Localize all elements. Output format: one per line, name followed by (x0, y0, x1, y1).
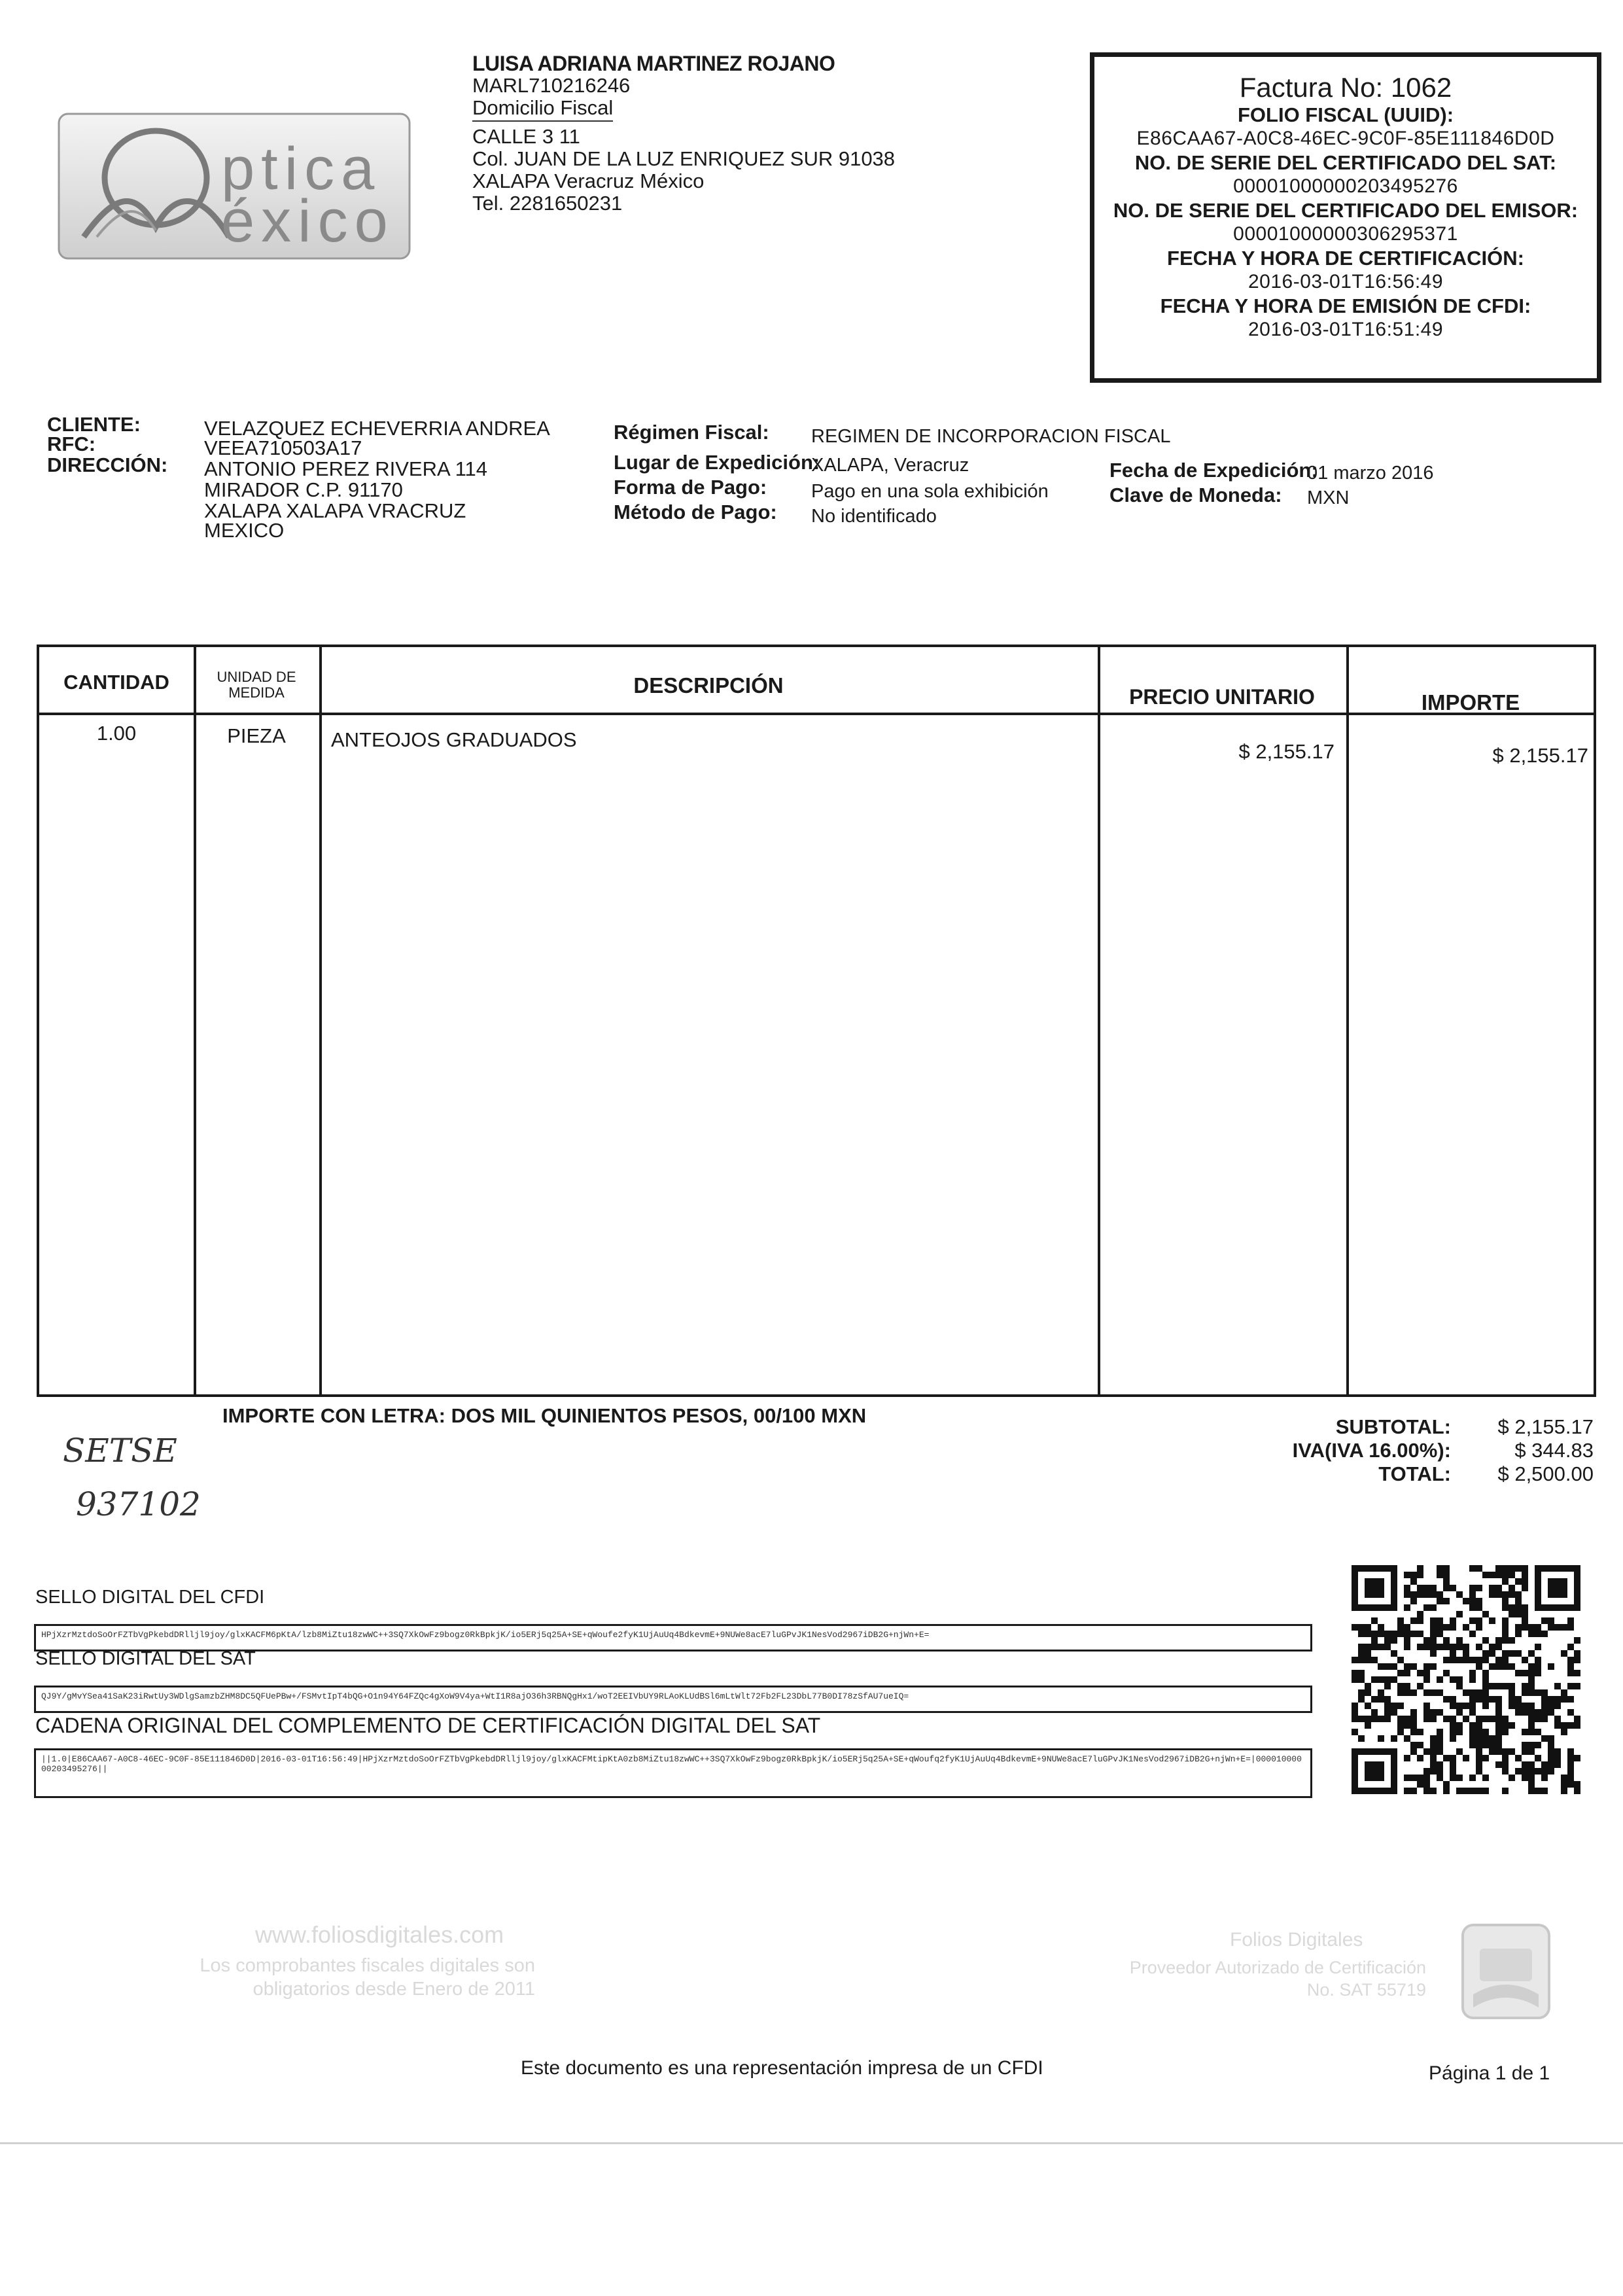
client-name: VELAZQUEZ ECHEVERRIA ANDREA (204, 417, 550, 440)
sello-sat-label: SELLO DIGITAL DEL SAT (35, 1648, 256, 1669)
issuer-serial-label: NO. DE SERIE DEL CERTIFICADO DEL EMISOR: (1113, 199, 1579, 222)
issuer-name: LUISA ADRIANA MARTINEZ ROJANO (472, 52, 835, 75)
row-precio: $ 2,155.17 (1238, 740, 1335, 763)
logo-text-top: ptica (221, 135, 381, 202)
client-rfc: VEEA710503A17 (204, 436, 362, 459)
forma-value: Pago en una sola exhibición (811, 481, 1049, 502)
issuer-street: CALLE 3 11 (472, 125, 580, 148)
sat-serial-label: NO. DE SERIE DEL CERTIFICADO DEL SAT: (1134, 151, 1557, 174)
cadena-box: ||1.0|E86CAA67-A0C8-46EC-9C0F-85E111846D0D|2016-03-01T16:56:49|HPjXzrMztdoSoOrFZTbVgPkebdDRlljl9joy/glxKACFMtipKtA0zb8MiZtu18zwWC++3SQ7XkOwFz9bogz0RkBpkjK/io5ERj5q25A+SE+qWoufq2fyK1UjAuUq4BdkevmE+9NUWe8acE7luGPvJK1NesVod2967iDB2G+njWn+E=|00001000000203495276|| (34, 1748, 1312, 1798)
regimen-label: Régimen Fiscal: (614, 421, 769, 444)
client-address-3: XALAPA XALAPA VRACRUZ (204, 499, 466, 522)
issuer-domicilio-label: Domicilio Fiscal (472, 97, 613, 122)
footer-provider-3: No. SAT 55719 (1306, 1980, 1426, 2000)
footer-notice-2: obligatorios desde Enero de 2011 (253, 1979, 535, 2000)
cadena-label: CADENA ORIGINAL DEL COMPLEMENTO DE CERTIFICACIÓN DIGITAL DEL SAT (35, 1714, 821, 1737)
issuer-colonia: Col. JUAN DE LA LUZ ENRIQUEZ SUR 91038 (472, 147, 896, 170)
total-value: $ 2,500.00 (1497, 1462, 1594, 1485)
lugar-value: XALAPA, Veracruz (811, 455, 969, 476)
issue-date-label: FECHA Y HORA DE EMISIÓN DE CFDI: (1160, 294, 1531, 317)
client-rfc-label: RFC: (47, 433, 96, 455)
amount-words-label: IMPORTE CON LETRA: (222, 1404, 445, 1427)
header-importe: IMPORTE (1421, 690, 1520, 715)
header-cantidad: CANTIDAD (63, 671, 169, 694)
moneda-label: Clave de Moneda: (1109, 484, 1282, 506)
issuer-rfc: MARL710216246 (472, 74, 631, 97)
uuid-value: E86CAA67-A0C8-46EC-9C0F-85E111846D0D (1136, 128, 1555, 149)
footer-notice-1: Los comprobantes fiscales digitales son (200, 1955, 535, 1976)
fecha-value: 01 marzo 2016 (1307, 463, 1434, 484)
client-address-2: MIRADOR C.P. 91170 (204, 478, 403, 501)
invoice-box (1090, 52, 1601, 383)
footer-provider-1: Folios Digitales (1230, 1929, 1363, 1951)
amount-words-value: DOS MIL QUINIENTOS PESOS, 00/100 MXN (451, 1404, 867, 1427)
handwritten-note-1: SETSE (63, 1432, 177, 1470)
footer-representation: Este documento es una representación impresa de un CFDI (521, 2057, 1043, 2079)
moneda-value: MXN (1307, 487, 1350, 508)
row-cantidad: 1.00 (96, 722, 137, 745)
uuid-label: FOLIO FISCAL (UUID): (1237, 103, 1454, 126)
row-unidad: PIEZA (227, 724, 286, 747)
iva-label: IVA(IVA 16.00%): (1292, 1439, 1451, 1462)
client-label: CLIENTE: (47, 413, 141, 436)
company-logo (58, 113, 411, 260)
issuer-city: XALAPA Veracruz México (472, 169, 705, 192)
issuer-phone: Tel. 2281650231 (472, 192, 623, 215)
items-table (37, 645, 1596, 1397)
footer-provider-2: Proveedor Autorizado de Certificación (1129, 1958, 1426, 1977)
subtotal-value: $ 2,155.17 (1497, 1415, 1594, 1438)
regimen-value: REGIMEN DE INCORPORACION FISCAL (811, 426, 1171, 447)
iva-value: $ 344.83 (1514, 1439, 1594, 1462)
metodo-label: Método de Pago: (614, 501, 777, 523)
header-descripcion: DESCRIPCIÓN (633, 673, 784, 698)
row-descripcion: ANTEOJOS GRADUADOS (331, 728, 577, 751)
header-unidad: UNIDAD DE MEDIDA (217, 669, 296, 701)
sat-serial-value: 00001000000203495276 (1233, 175, 1458, 197)
invoice-number: Factura No: 1062 (1239, 72, 1452, 103)
header-precio: PRECIO UNITARIO (1129, 685, 1315, 709)
forma-label: Forma de Pago: (614, 476, 767, 499)
sello-cfdi-label: SELLO DIGITAL DEL CFDI (35, 1587, 265, 1608)
issuer-block (472, 52, 895, 215)
qr-code (1352, 1565, 1580, 1794)
issue-date-value: 2016-03-01T16:51:49 (1248, 319, 1444, 340)
sello-sat-box: QJ9Y/gMvYSea41SaK23iRwtUy3WDlgSamzbZHM8DC5QFUePBw+/FSMvtIpT4bQG+O1n94Y64FZQc4gXoW9V4ya+WtI1R8ajO36h3RBNQgHx1/woT2EEIVbUY9RLAoKLUdBSl6mLtWlt72Fb2FL23DbL77B0DI78zSfAU7ueIQ= (34, 1686, 1312, 1713)
lugar-label: Lugar de Expedición: (614, 451, 820, 474)
client-address-1: ANTONIO PEREZ RIVERA 114 (204, 457, 487, 480)
page-number: Página 1 de 1 (1429, 2062, 1550, 2084)
amount-words (222, 1404, 866, 1428)
metodo-value: No identificado (811, 506, 937, 527)
page-bottom-divider (0, 2142, 1623, 2144)
factura-electronica-seal-icon (1460, 1922, 1552, 2021)
client-address-4: MEXICO (204, 519, 285, 542)
total-label: TOTAL: (1378, 1462, 1451, 1485)
issuer-serial-value: 00001000000306295371 (1233, 223, 1458, 245)
subtotal-label: SUBTOTAL: (1335, 1415, 1451, 1438)
logo-text-bottom: éxico (221, 188, 394, 255)
footer-website: www.foliosdigitales.com (255, 1921, 504, 1948)
client-address-label: DIRECCIÓN: (47, 453, 168, 476)
fecha-label: Fecha de Expedición: (1109, 459, 1318, 482)
handwritten-note-2: 937102 (76, 1485, 201, 1523)
row-importe: $ 2,155.17 (1492, 744, 1588, 767)
sello-cfdi-box: HPjXzrMztdoSoOrFZTbVgPkebdDRlljl9joy/glxKACFM6pKtA/lzb8MiZtu18zwWC++3SQ7XkOwFz9bogz0RkBpkjK/io5ERj5q25A+SE+qWoufe2fyK1UjAuUq4BdkevmE+9NUWe8acE7luGPvJK1NesVod2967iDB2G+njWn+E= (34, 1624, 1312, 1651)
cert-date-value: 2016-03-01T16:56:49 (1248, 271, 1444, 292)
cert-date-label: FECHA Y HORA DE CERTIFICACIÓN: (1167, 247, 1524, 270)
